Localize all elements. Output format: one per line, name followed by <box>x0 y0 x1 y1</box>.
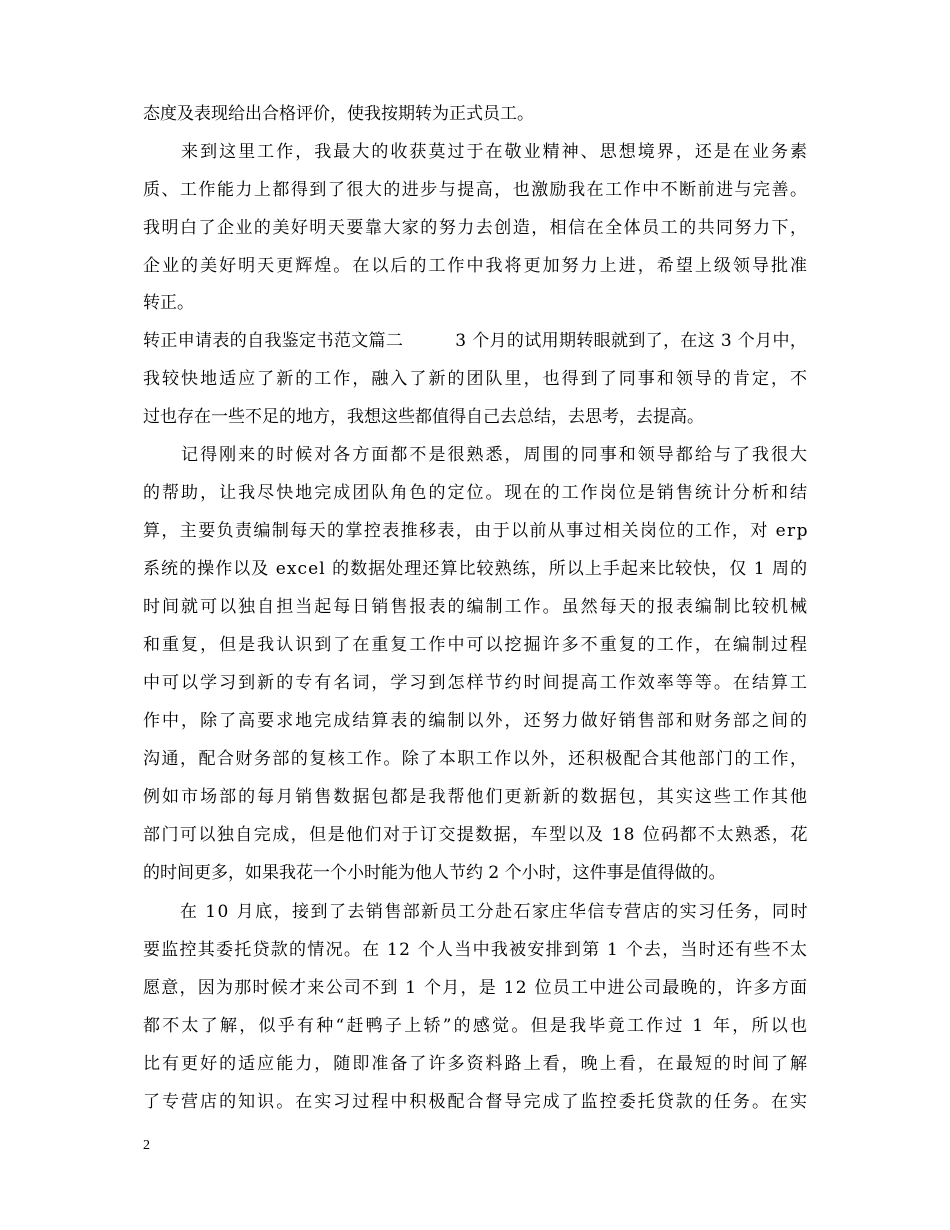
text-line: 作中，除了高要求地完成结算表的编制以外，还努力做好销售部和财务部之间的 <box>143 711 810 731</box>
text-line: 态度及表现给出合格评价，使我按期转为正式员工。 <box>143 104 534 124</box>
text-line: 我较快地适应了新的工作，融入了新的团队里，也得到了同事和领导的肯定，不 <box>143 369 810 389</box>
text-line: 质、工作能力上都得到了很大的进步与提高，也激励我在工作中不断前进与完善。 <box>143 180 809 200</box>
page-number: 2 <box>143 1138 150 1153</box>
text-line: 部门可以独自完成，但是他们对于订交提数据，车型以及 18 位码都不太熟悉，花 <box>143 825 809 845</box>
text-line: 来到这里工作，我最大的收获莫过于在敬业精神、思想境界，还是在业务素 <box>143 142 810 162</box>
text-line: 过也存在一些不足的地方，我想这些都值得自己去总结，去思考，去提高。 <box>143 407 704 427</box>
text-line: 算，主要负责编制每天的掌控表推移表，由于以前从事过相关岗位的工作，对 erp <box>143 521 809 541</box>
text-line: 例如市场部的每月销售数据包都是我帮他们更新新的数据包，其实这些工作其他 <box>143 787 810 807</box>
text-line: 沟通，配合财务部的复核工作。除了本职工作以外，还积极配合其他部门的工作， <box>143 749 809 769</box>
text-line: 系统的操作以及 excel 的数据处理还算比较熟练，所以上手起来比较快，仅 1 周的 <box>143 559 809 579</box>
text-line: 转正申请表的自我鉴定书范文篇二 3 个月的试用期转眼就到了，在这 3 个月中， <box>143 331 808 351</box>
text-line: 的帮助，让我尽快地完成团队角色的定位。现在的工作岗位是销售统计分析和结 <box>143 483 810 503</box>
text-line: 记得刚来的时候对各方面都不是很熟悉，周围的同事和领导都给与了我很大 <box>143 445 810 465</box>
text-line: 在 10 月底，接到了去销售部新员工分赴石家庄华信专营店的实习任务，同时 <box>143 902 809 922</box>
text-line: 了专营店的知识。在实习过程中积极配合督导完成了监控委托贷款的任务。在实 <box>143 1092 810 1112</box>
text-line: 中可以学习到新的专有名词，学习到怎样节约时间提高工作效率等等。在结算工 <box>143 673 810 693</box>
text-line: 都不太了解，似乎有种“赶鸭子上轿”的感觉。但是我毕竟工作过 1 年，所以也 <box>143 1016 810 1036</box>
text-line: 我明白了企业的美好明天要靠大家的努力去创造，相信在全体员工的共同努力下， <box>143 218 809 238</box>
text-line: 转正。 <box>143 293 194 313</box>
text-line: 要监控其委托贷款的情况。在 12 个人当中我被安排到第 1 个去，当时还有些不太 <box>143 940 809 960</box>
text-line: 比有更好的适应能力，随即准备了许多资料路上看，晚上看，在最短的时间了解 <box>143 1054 810 1074</box>
text-line: 愿意，因为那时候才来公司不到 1 个月，是 12 位员工中进公司最晚的，许多方面 <box>143 978 809 998</box>
text-line: 时间就可以独自担当起每日销售报表的编制工作。虽然每天的报表编制比较机械 <box>143 597 810 617</box>
text-line: 和重复，但是我认识到了在重复工作中可以挖掘许多不重复的工作，在编制过程 <box>143 635 810 655</box>
text-line: 的时间更多，如果我花一个小时能为他人节约 2 个小时，这件事是值得做的。 <box>143 863 726 883</box>
text-line: 企业的美好明天更辉煌。在以后的工作中我将更加努力上进，希望上级领导批准 <box>143 256 810 276</box>
